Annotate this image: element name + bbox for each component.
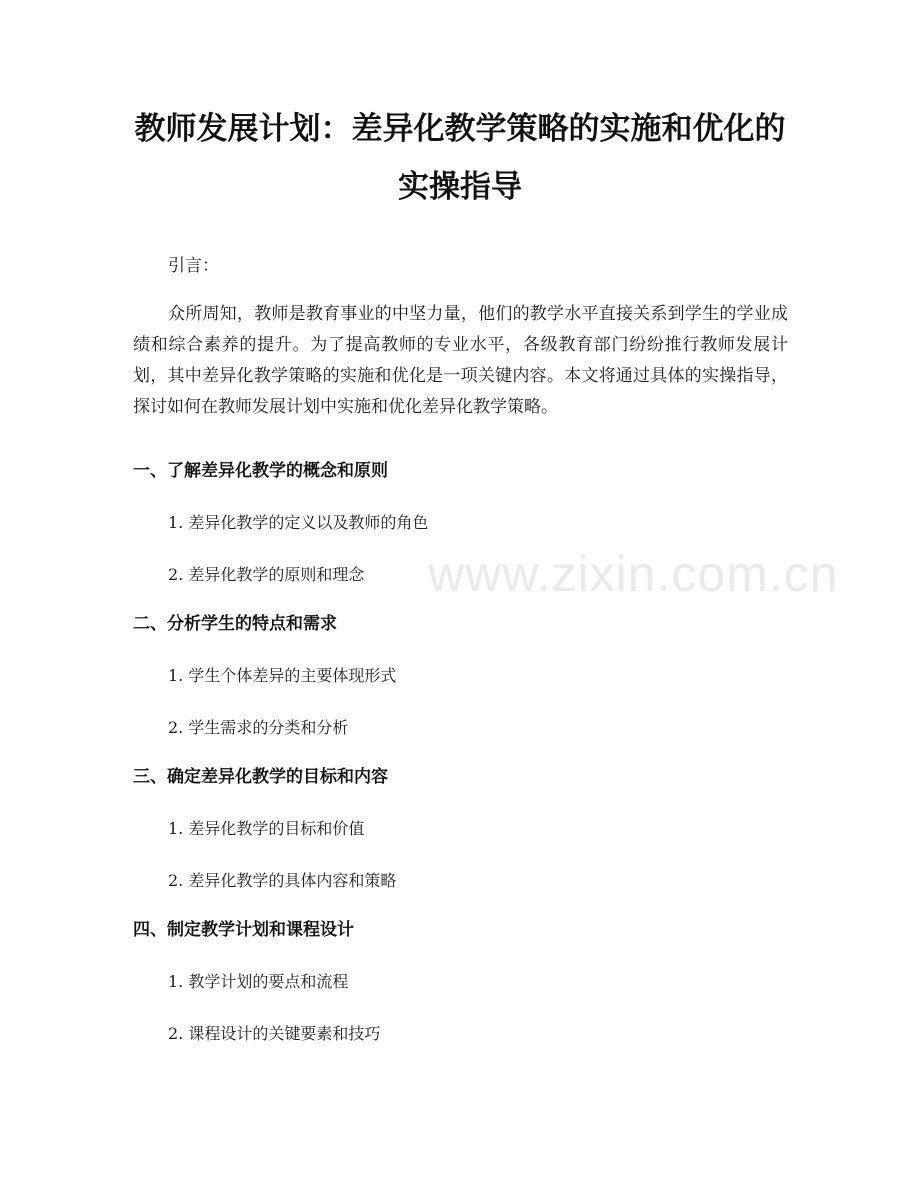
- section-item: 2. 课程设计的关键要素和技巧: [168, 1024, 381, 1043]
- section-4: [133, 917, 380, 1047]
- section-item: 1. 教学计划的要点和流程: [168, 972, 349, 991]
- section-item: 1. 学生个体差异的主要体现形式: [168, 666, 397, 685]
- intro-label: 引言：: [168, 256, 219, 276]
- document-title: 教师发展计划：差异化教学策略的实施和优化的实操指导: [134, 111, 786, 205]
- section-item: 1. 差异化教学的定义以及教师的角色: [168, 513, 429, 532]
- section-item: 2. 差异化教学的原则和理念: [168, 565, 365, 584]
- section-1: [133, 458, 428, 588]
- section-item: 2. 差异化教学的具体内容和策略: [168, 871, 397, 890]
- intro-paragraph: 众所周知，教师是教育事业的中坚力量，他们的教学水平直接关系到学生的学业成绩和综合素养的提升。为了提高教师的专业水平，各级教育部门纷纷推行教师发展计划，其中差异化教学策略的实施和优化是一项关键内容。本文将通过具体的实操指导，探讨如何在教师发展计划中实施和优化差异化教学策略。: [133, 304, 788, 417]
- section-item: 2. 学生需求的分类和分析: [168, 718, 349, 737]
- section-2: [133, 611, 396, 741]
- section-item: 1. 差异化教学的目标和价值: [168, 819, 365, 838]
- section-heading: 一、了解差异化教学的概念和原则: [133, 461, 388, 481]
- watermark: www.zixin.com.cn: [428, 546, 839, 602]
- section-3: [133, 764, 396, 894]
- section-heading: 三、确定差异化教学的目标和内容: [133, 767, 388, 787]
- section-heading: 二、分析学生的特点和需求: [133, 614, 337, 634]
- section-heading: 四、制定教学计划和课程设计: [133, 920, 354, 940]
